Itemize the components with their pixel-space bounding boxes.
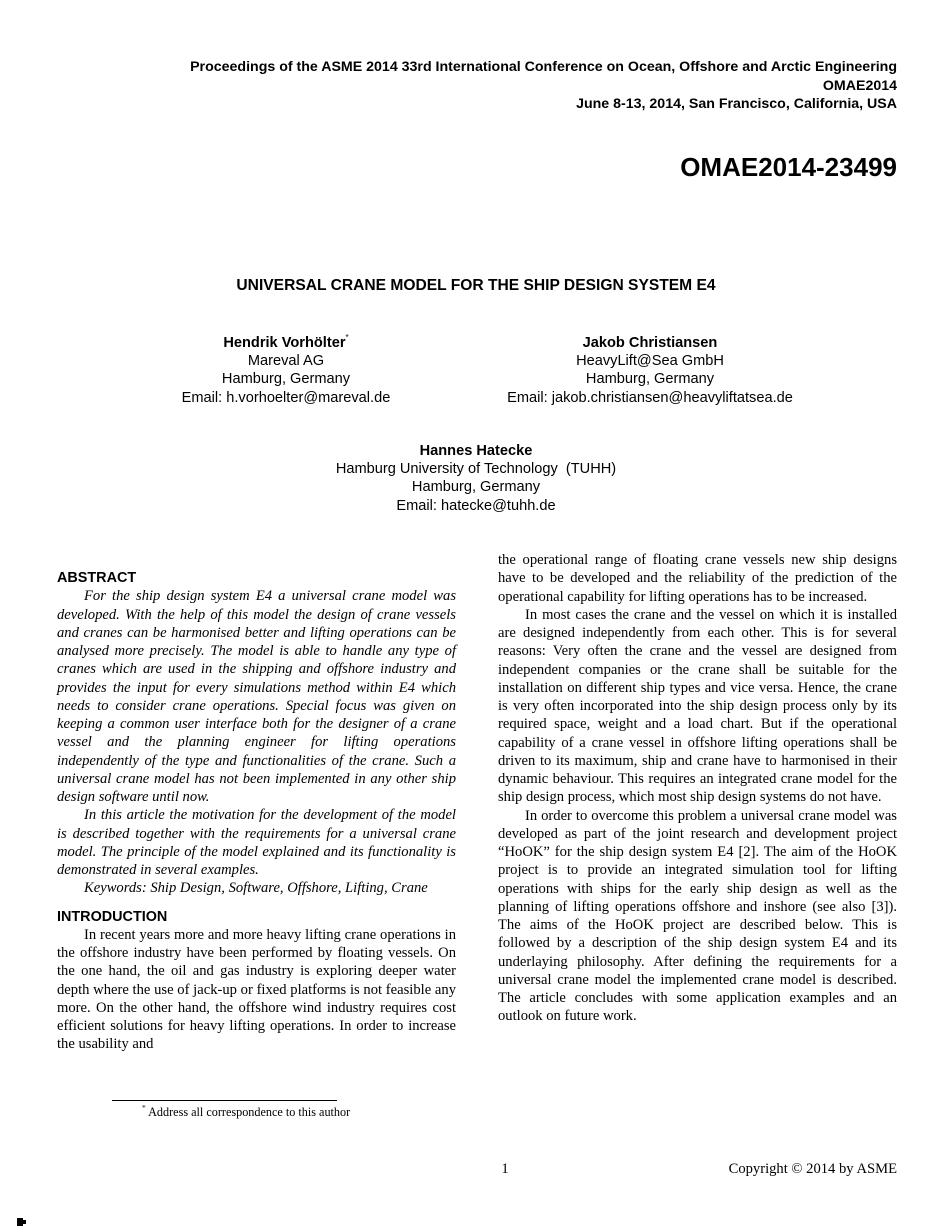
footnote-divider (112, 1100, 337, 1101)
author-location: Hamburg, Germany (585, 371, 715, 388)
proceedings-title: Proceedings of the ASME 2014 33rd International Conference on Ocean, Offshore and Arctic Engineering (190, 59, 897, 75)
author-location: Hamburg, Germany (411, 479, 541, 496)
author-email: Email: jakob.christiansen@heavyliftatsea.de (507, 389, 793, 406)
keywords: Keywords: Ship Design, Software, Offshore, Lifting, Crane (84, 880, 428, 897)
page-number: 1 (501, 1161, 509, 1177)
author-block-2 (470, 334, 830, 407)
introduction-paragraph: In recent years more and more heavy lifting crane operations in the offshore industry have been performed by floating vessels. On the one hand, the oil and gas industry is exploring deeper water depth where the use of jack-up or fixed platforms is not feasible any more. On the other hand, the offshore wind industry requires cost efficient solutions for heavy lifting operations. In order to increase the usability and (57, 926, 456, 1053)
author-email: Email: hatecke@tuhh.de (396, 497, 556, 514)
footnote-mark: * (142, 1103, 146, 1112)
left-column (57, 569, 456, 1054)
author-name: Hendrik Vorhölter* (223, 333, 349, 351)
paper-id: OMAE2014-23499 (680, 152, 897, 182)
introduction-heading: INTRODUCTION (57, 908, 168, 925)
abstract-heading: ABSTRACT (57, 570, 137, 586)
author-affiliation: Mareval AG (247, 353, 325, 370)
author-email: Email: h.vorhoelter@mareval.de (181, 389, 391, 406)
conference-acronym: OMAE2014 (822, 77, 897, 94)
abstract-paragraph: For the ship design system E4 a universal crane model was developed. With the help of this model the design of crane vessels and cranes can be harmonised better and lifting operations can be analysed more precisely. The model is able to handle any type of cranes which are used in the shipping and offshore industry and provides the input for every simulations method within E4 which needs to consider crane operations. Special focus was given on keeping a common user interface both for the designer of a crane vessel and the planning engineer for lifting operations independently of the type and functionalities of the crane. Such a universal crane model has not been implemented in any other ship design software until now. (57, 588, 456, 805)
paper-title: UNIVERSAL CRANE MODEL FOR THE SHIP DESIGN SYSTEM E4 (236, 277, 716, 294)
conference-date-location: June 8-13, 2014, San Francisco, California, USA (576, 96, 897, 112)
author-location: Hamburg, Germany (221, 371, 351, 388)
author-block-3 (276, 442, 676, 515)
author-name: Hannes Hatecke (419, 443, 533, 459)
author-block-1 (130, 334, 442, 407)
author-name: Jakob Christiansen (582, 335, 718, 351)
right-column (498, 551, 897, 1026)
introduction-paragraph: In order to overcome this problem a universal crane model was developed as part of the joint research and development project “HoOK” for the ship design system E4 [2]. The aim of the HoOK project is to provide an integrated simulation tool for lifting operations with ships for the early ship design as well as the planning of lifting operations offshore and inshore (see also [3]). The aims of the HoOK project are described below. This is followed by a description of the ship design system E4 and its underlaying philosophy. After defining the requirements for a universal crane model the implemented crane model is described. The article concludes with some application examples and an outlook on future work. (498, 807, 897, 1025)
author-affiliation: Hamburg University of Technology (TUHH) (335, 461, 617, 478)
copyright-notice: Copyright © 2014 by ASME (728, 1161, 897, 1177)
introduction-paragraph: In most cases the crane and the vessel on which it is installed are designed independently from each other. This is for several reasons: Very often the crane and the vessel are designed from independent companies or the crane shall be suitable for the installation on different ship types and vice versa. Hence, the crane is very often incorporated into the ship design process only by its required space, weight and a load chart. But if the operational capability of a crane vessel in offshore lifting operations shall be driven to its maximum, ship and crane have to harmonised in their dynamic behaviour. This requires an integrated crane model for the ship design process, which most ship design systems do not have. (498, 606, 897, 806)
abstract-paragraph: In this article the motivation for the development of the model is described together with the requirements for a universal crane model. The principle of the model explained and its functionality is demonstrated in several examples. (57, 807, 456, 878)
author-footnote-mark: * (345, 333, 349, 342)
corner-mark-icon (17, 1218, 26, 1227)
introduction-paragraph-continued: the operational range of floating crane vessels new ship designs have to be developed and the reliability of the prediction of the operational capability for lifting operations has to be increased. (498, 552, 897, 605)
footnote-text: Address all correspondence to this author (148, 1105, 351, 1119)
author-affiliation: HeavyLift@Sea GmbH (576, 353, 724, 370)
footnote (142, 1104, 350, 1120)
